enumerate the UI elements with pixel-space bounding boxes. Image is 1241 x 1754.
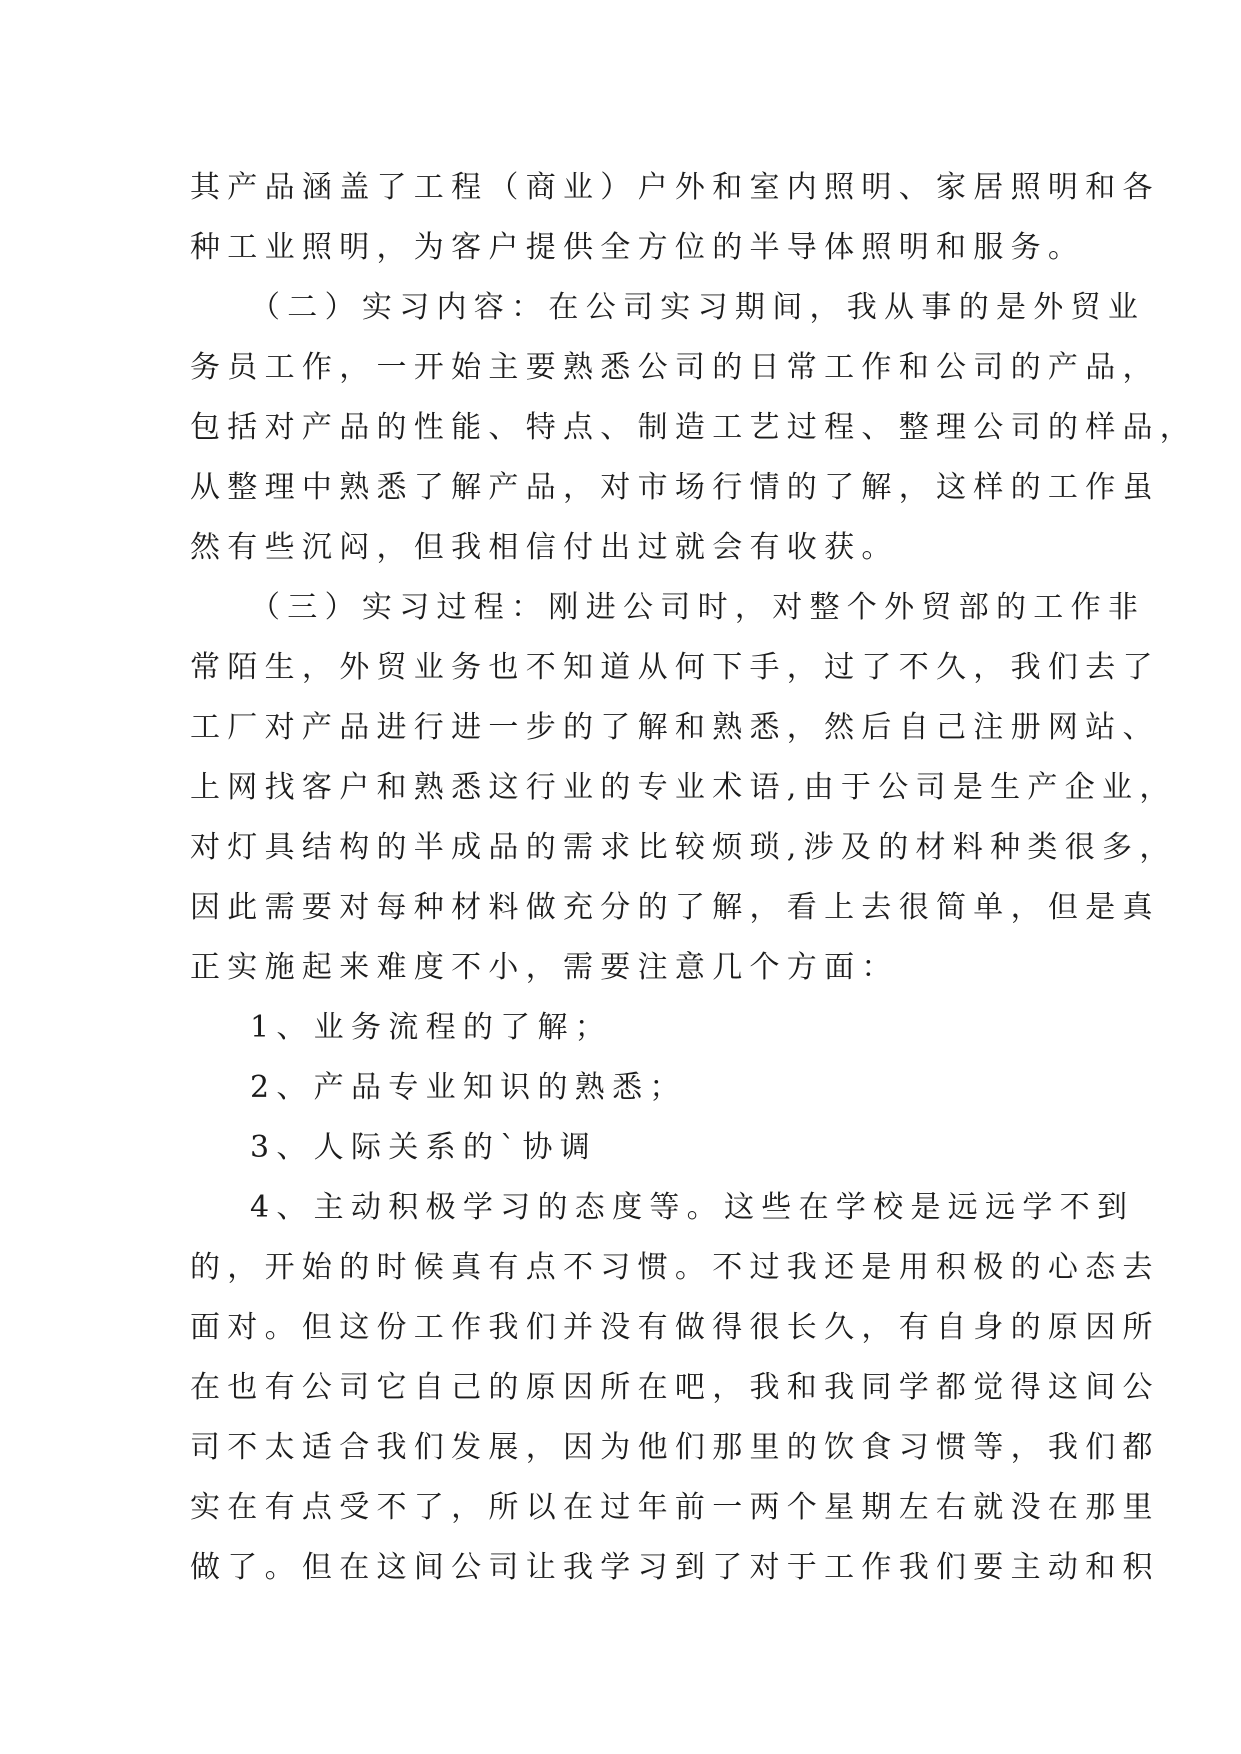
text-line: 实在有点受不了，所以在过年前一两个星期左右就没在那里 — [190, 1490, 1160, 1525]
text-line: 在也有公司它自己的原因所在吧，我和我同学都觉得这间公 — [190, 1370, 1160, 1405]
list-item: 1、业务流程的了解； — [250, 1010, 613, 1045]
text-line: 正实施起来难度不小，需要注意几个方面： — [190, 950, 899, 985]
text-line: 面对。但这份工作我们并没有做得很长久，有自身的原因所 — [190, 1310, 1160, 1345]
text-line: （三）实习过程：刚进公司时，对整个外贸部的工作非 — [250, 590, 1146, 625]
text-line: 做了。但在这间公司让我学习到了对于工作我们要主动和积 — [190, 1550, 1160, 1585]
text-line: 包括对产品的性能、特点、制造工艺过程、整理公司的样品， — [190, 410, 1198, 445]
document-body — [190, 158, 1198, 1598]
text-line: 对灯具结构的半成品的需求比较烦琐,涉及的材料种类很多， — [190, 830, 1177, 865]
text-line: 常陌生，外贸业务也不知道从何下手，过了不久，我们去了 — [190, 650, 1160, 685]
list-item: 4、主动积极学习的态度等。这些在学校是远远学不到 — [250, 1190, 1135, 1225]
list-item: 2、产品专业知识的熟悉； — [250, 1070, 687, 1105]
text-line: 司不太适合我们发展，因为他们那里的饮食习惯等，我们都 — [190, 1430, 1160, 1465]
text-line: 种工业照明，为客户提供全方位的半导体照明和服务。 — [190, 230, 1086, 265]
text-line: 然有些沉闷，但我相信付出过就会有收获。 — [190, 530, 899, 565]
text-line: 上网找客户和熟悉这行业的专业术语,由于公司是生产企业， — [190, 770, 1177, 805]
text-line: 务员工作，一开始主要熟悉公司的日常工作和公司的产品， — [190, 350, 1160, 385]
text-line: 其产品涵盖了工程（商业）户外和室内照明、家居照明和各 — [190, 170, 1160, 205]
text-line: 从整理中熟悉了解产品，对市场行情的了解，这样的工作虽 — [190, 470, 1160, 505]
text-line: 工厂对产品进行进一步的了解和熟悉，然后自己注册网站、 — [190, 710, 1160, 745]
text-line: （二）实习内容：在公司实习期间，我从事的是外贸业 — [250, 290, 1146, 325]
text-line: 因此需要对每种材料做充分的了解，看上去很简单，但是真 — [190, 890, 1160, 925]
text-line: 的，开始的时候真有点不习惯。不过我还是用积极的心态去 — [190, 1250, 1160, 1285]
list-item: 3、人际关系的`协调 — [250, 1130, 598, 1165]
